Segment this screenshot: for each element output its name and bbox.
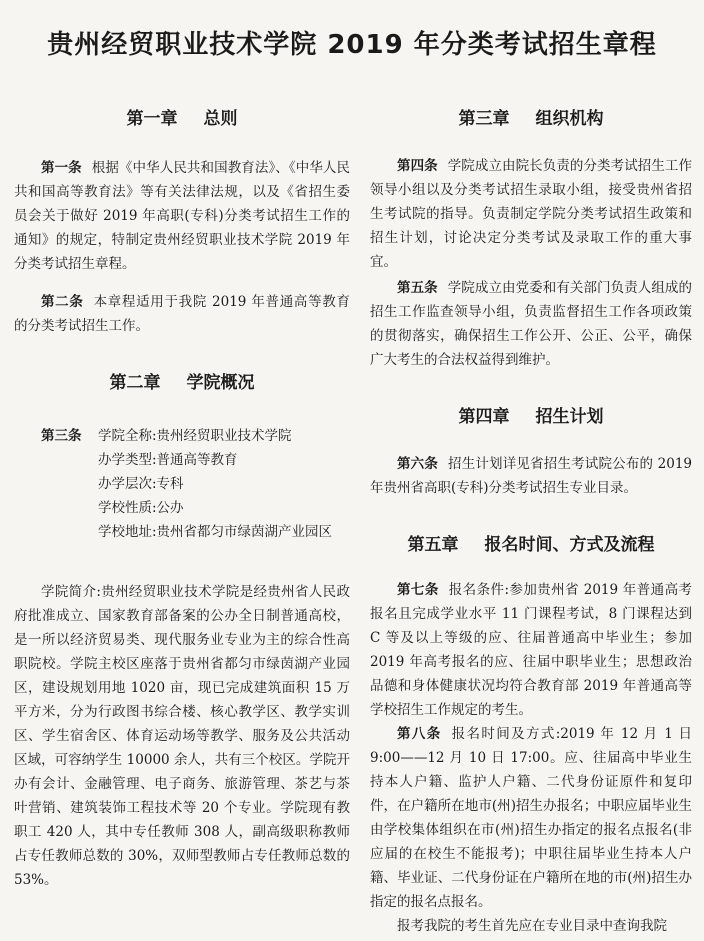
info-value: 办学类型:普通高等教育 — [98, 452, 238, 468]
chapter-2-heading — [14, 368, 350, 393]
article-label: 第五条 — [397, 280, 438, 296]
article-6 — [370, 452, 692, 500]
chapter-name: 组织机构 — [535, 109, 604, 129]
article-text: 学院成立由院长负责的分类考试招生工作领导小组以及分类考试招生录取小组，接受贵州省招生考试院的指导。负责制定学院分类考试招生政策和招生计划，讨论决定分类考试及录取工作的重大事宜。 — [370, 158, 693, 270]
article-label: 第六条 — [397, 456, 439, 472]
article-2 — [14, 290, 350, 338]
chapter-3-heading — [370, 104, 692, 129]
article-text: 报名条件:参加贵州省 2019 年普通高考报名且完成学业水平 11 门课程考试，8 门课程达到 C 等及以上等级的应、往届普通高中毕业生；参加 2019 年高考报名的应、往届中职毕业生；思想政治品德和身体健康状况均符合教育部 2019 年普通高等学校招生工作规定的考生。 — [370, 582, 692, 718]
chapter-name: 总则 — [203, 109, 238, 129]
chapter-number: 第四章 — [458, 407, 510, 427]
chapter-4-heading — [370, 402, 692, 427]
chapter-1-heading — [14, 104, 350, 129]
chapter-number: 第一章 — [126, 109, 178, 129]
info-row — [14, 448, 350, 472]
info-value: 办学层次:专科 — [98, 476, 184, 492]
article-text: 根据《中华人民共和国教育法》、《中华人民共和国高等教育法》等有关法律法规，以及《省招生委员会关于做好 2019 年高职(专科)分类考试招生工作的通知》的规定，特制定贵州经贸职业技术学院 2019 年分类考试招生章程。 — [14, 160, 351, 272]
document-title: 贵州经贸职业技术学院 2019 年分类考试招生章程 — [47, 30, 657, 60]
chapter-5-heading — [370, 530, 692, 555]
info-row — [14, 472, 350, 496]
info-row — [14, 424, 350, 448]
article-label: 第七条 — [397, 582, 439, 598]
article-text: 报名时间及方式:2019 年 12 月 1 日 9:00——12 月 10 日 17:00。应、往届高中毕业生持本人户籍、监护人户籍、二代身份证原件和复印件，在户籍所在地市(州)招生办报名；中职应届毕业生由学校集体组织在市(州)招生办指定的报名点报名(非应届的在校生不能报考)；中职往届毕业生持本人户籍、毕业证、二代身份证在户籍所在地的市(州)招生办指定的报名点报名。 — [370, 726, 692, 910]
info-row — [14, 520, 350, 568]
article-7 — [370, 578, 692, 722]
info-value: 学院全称:贵州经贸职业技术学院 — [98, 428, 292, 444]
chapter-name: 报名时间、方式及流程 — [484, 535, 655, 555]
chapter-name: 学院概况 — [186, 373, 255, 393]
article-label: 第四条 — [397, 158, 438, 174]
article-label: 第三条 — [41, 428, 82, 444]
article-1 — [14, 156, 350, 276]
chapter-number: 第五章 — [407, 535, 459, 555]
article-8 — [370, 722, 692, 914]
article-text: 学院成立由党委和有关部门负责人组成的招生工作监查领导小组，负责监督招生工作各项政策的贯彻落实，确保招生工作公开、公正、公平，确保广大考生的合法权益得到维护。 — [370, 280, 693, 368]
chapter-number: 第二章 — [109, 373, 161, 393]
college-introduction: 学院简介:贵州经贸职业技术学院是经贵州省人民政府批准成立、国家教育部备案的公办全日制普通高校，是一所以经济贸易类、现代服务业专业为主的综合性高职院校。学院主校区座落于贵州省都匀市绿茵湖产业园区，建设规划用地 1020 亩，现已完成建筑面积 15 万平方米，分为行政图书综合楼、核心教学区、教学实训区、学生宿舍区、体育运动场等教学、服务及公共活动区域，可容纳学生 10000 余人，共有三个校区。学院开办有会计、金融管理、电子商务、旅游管理、茶艺与茶叶营销、建筑装饰工程技术等 20 个专业。学院现有教职工 420 人，其中专任教师 308 人，副高级职称教师占专任教师总数的 30%，双师型教师占专任教师总数的 53%。 — [14, 584, 350, 888]
article-3-info-table — [14, 424, 350, 568]
article-text: 本章程适用于我院 2019 年普通高等教育的分类考试招生工作。 — [14, 294, 350, 334]
info-row — [14, 496, 350, 520]
continuation-text: 报考我院的考生首先应在专业目录中查询我院 — [397, 918, 667, 934]
article-5 — [370, 276, 692, 372]
article-label: 第八条 — [397, 726, 442, 742]
article-4 — [370, 154, 692, 274]
chapter-number: 第三章 — [458, 109, 510, 129]
article-label: 第二条 — [41, 294, 84, 310]
info-value: 学校性质:公办 — [98, 500, 184, 516]
chapter-name: 招生计划 — [535, 407, 604, 427]
article-text: 招生计划详见省招生考试院公布的 2019 年贵州省高职(专科)分类考试招生专业目录。 — [370, 456, 692, 496]
info-value: 学校地址:贵州省都匀市绿茵湖产业园区 — [98, 524, 333, 540]
article-label: 第一条 — [41, 160, 82, 176]
